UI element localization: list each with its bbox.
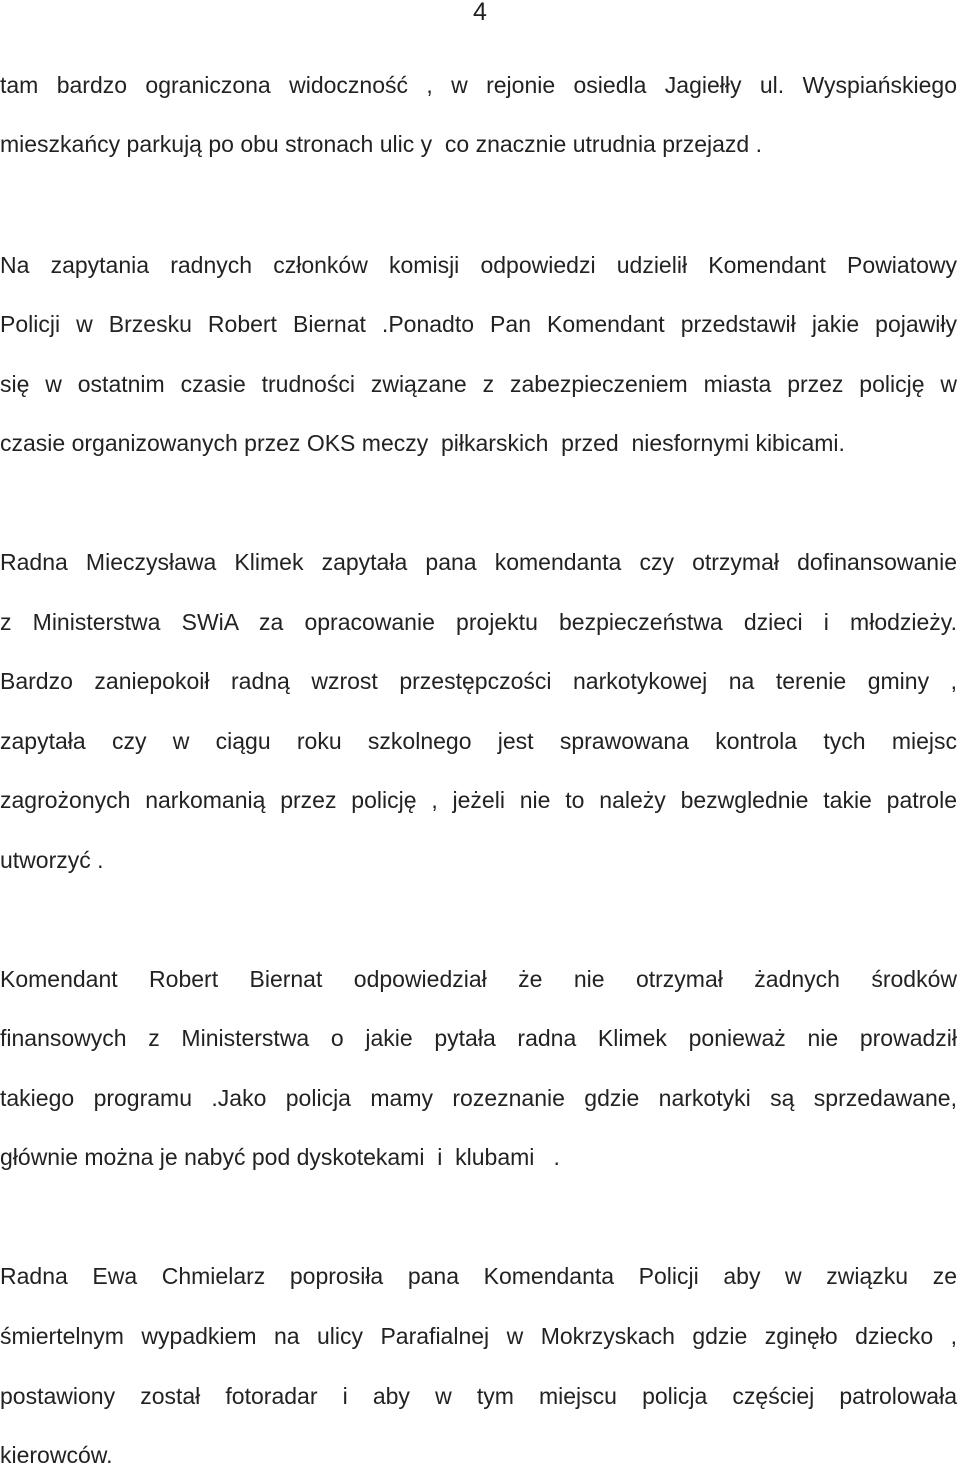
text-line: zapytała czy w ciągu roku szkolnego jest sprawowana kontrola tych miejsc <box>0 728 957 754</box>
text-line: finansowych z Ministerstwa o jakie pytała radna Klimek ponieważ nie prowadził <box>0 1025 957 1051</box>
text-line: utworzyć . <box>0 847 104 873</box>
text-line: kierowców. <box>0 1442 113 1468</box>
text-line: głównie można je nabyć pod dyskotekami i klubami . <box>0 1144 560 1170</box>
text-line: się w ostatnim czasie trudności związane z zabezpieczeniem miasta przez policję w <box>0 371 957 397</box>
text-line: Policji w Brzesku Robert Biernat .Ponadto Pan Komendant przedstawił jakie pojawiły <box>0 311 957 337</box>
text-line: śmiertelnym wypadkiem na ulicy Parafialnej w Mokrzyskach gdzie zginęło dziecko , <box>0 1323 957 1349</box>
page-number: 4 <box>473 0 487 26</box>
text-line: takiego programu .Jako policja mamy rozeznanie gdzie narkotyki są sprzedawane, <box>0 1085 957 1111</box>
text-line: Radna Mieczysława Klimek zapytała pana komendanta czy otrzymał dofinansowanie <box>0 549 957 575</box>
text-line: postawiony został fotoradar i aby w tym miejscu policja częściej patrolowała <box>0 1383 957 1409</box>
text-line: czasie organizowanych przez OKS meczy piłkarskich przed niesfornymi kibicami. <box>0 430 845 456</box>
text-line: tam bardzo ograniczona widoczność , w rejonie osiedla Jagiełły ul. Wyspiańskiego <box>0 72 957 98</box>
text-line: Komendant Robert Biernat odpowiedział że nie otrzymał żadnych środków <box>0 966 957 992</box>
text-line: Bardzo zaniepokoił radną wzrost przestępczości narkotykowej na terenie gminy , <box>0 668 957 694</box>
text-line: z Ministerstwa SWiA za opracowanie projektu bezpieczeństwa dzieci i młodzieży. <box>0 609 957 635</box>
text-line: zagrożonych narkomanią przez policję , jeżeli nie to należy bezwglednie takie patrole <box>0 787 957 813</box>
text-line: Na zapytania radnych członków komisji odpowiedzi udzielił Komendant Powiatowy <box>0 252 957 278</box>
text-line: mieszkańcy parkują po obu stronach ulic y co znacznie utrudnia przejazd . <box>0 131 762 157</box>
text-line: Radna Ewa Chmielarz poprosiła pana Komendanta Policji aby w związku ze <box>0 1263 957 1289</box>
